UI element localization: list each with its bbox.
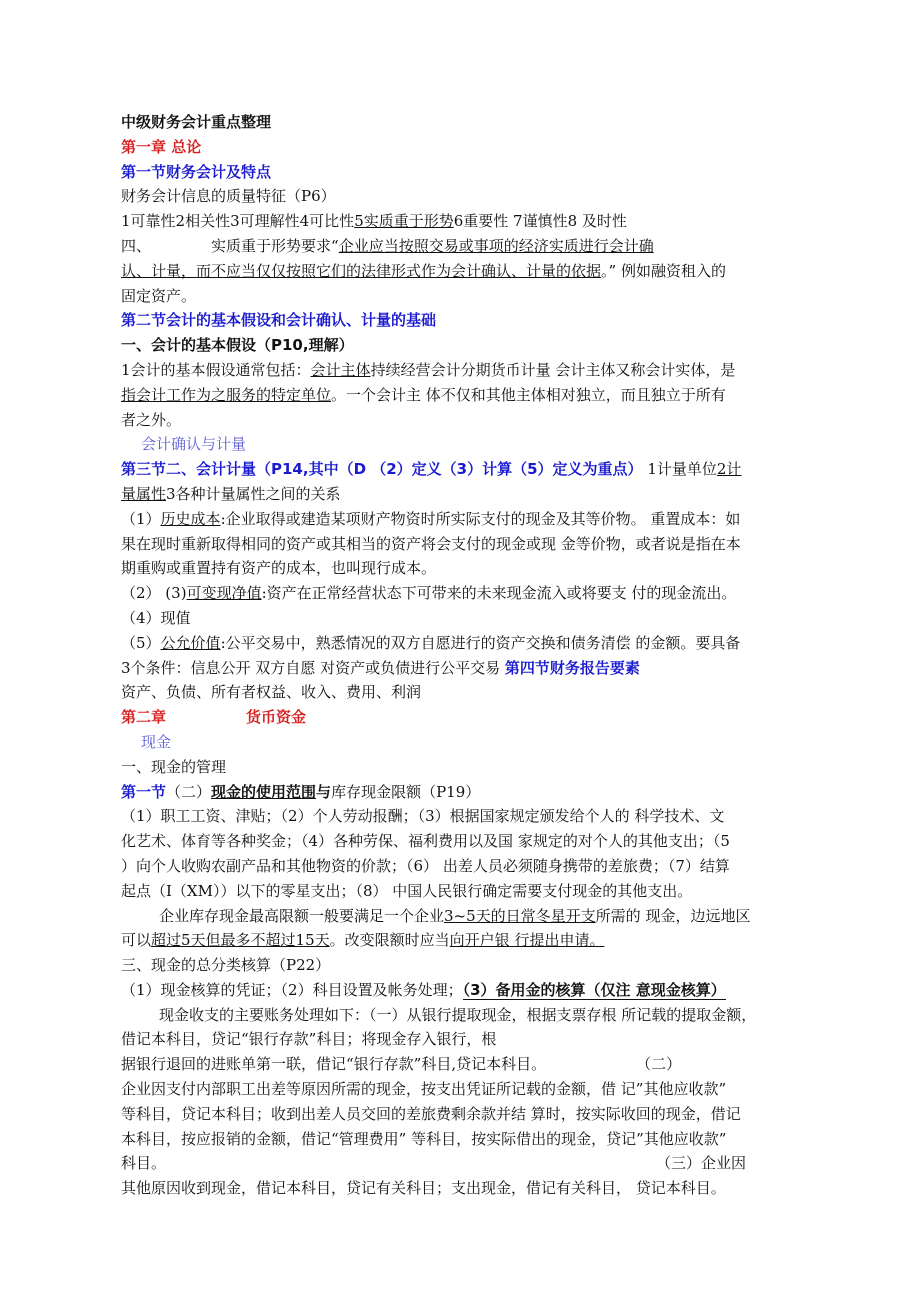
text-line: 1可靠性2相关性3可理解性4可比性5实质重于形势6重要性 7谨慎性8 及时性 [121,212,627,231]
text-line: 本科目，按应报销的金额，借记“管理费用” 等科目，按实际借出的现金，贷记”其他应收款” [121,1129,727,1148]
text-line: 财务会计信息的质量特征（P6） [121,187,336,206]
text-line: 现金收支的主要账务处理如下：（一）从银行提取现金，根据支票存根 所记载的提取金额， [159,1005,757,1024]
subheading-light: 现金 [141,732,172,751]
text-line: 认、计量，而不应当仅仅按照它们的法律形式作为会计确认、计量的依据。” 例如融资租入的 [121,261,726,280]
text-line: 四、 实质重于形势要求“企业应当按照交易或事项的经济实质进行会计确 [121,236,654,255]
text-line: 化艺术、体育等各种奖金；（4）各种劳保、福利费用以及国 家规定的对个人的其他支出；（5 [121,832,730,851]
text-line: 固定资产。 [121,286,197,305]
text-line: 借记本科目，贷记“银行存款”科目；将现金存入银行，根 [121,1030,497,1049]
document-page [121,110,831,1201]
section-1-heading: 第一节财务会计及特点 [121,162,272,181]
chapter-2-heading: 第二章 货币资金 [121,708,307,727]
text-line: 企业库存现金最高限额一般要满足一个企业3~5天的日常冬星开支所需的 现金，边远地区 [159,906,751,925]
text-line: 1会计的基本假设通常包括：会计主体持续经营会计分期货币计量 会计主体又称会计实体，是 [121,360,736,379]
text-line: （1）职工工资、津贴；（2）个人劳动报酬；（3）根据国家规定颁发给个人的 科学技术、文 [121,807,725,826]
text-line: 果在现时重新取得相同的资产或其相当的资产将会支付的现金或现 金等价物，或者说是指在本 [121,534,741,553]
text-line: 科目。 （三）企业因 [121,1154,747,1173]
text-line: （4）现值 [121,608,191,627]
text-line: 其他原因收到现金，借记本科目，贷记有关科目；支出现金，借记有关科目， 贷记本科目。 [121,1179,726,1198]
text-line: 3个条件：信息公开 双方自愿 对资产或负债进行公平交易 第四节财务报告要素 [121,658,640,677]
text-line: 等科目，贷记本科目；收到出差人员交回的差旅费剩余款并结 算时，按实际收回的现金，借记 [121,1104,741,1123]
section-4-heading: 第四节财务报告要素 [504,658,640,677]
text-line: 一、现金的管理 [121,757,227,776]
text-line: （1）历史成本:企业取得或建造某项财产物资时所实际支付的现金及其等价物。 重置成本：如 [121,509,741,528]
subheading-light: 会计确认与计量 [141,435,247,454]
text-line: 企业因支付内部职工出差等原因所需的现金，按支出凭证所记载的金额，借 记”其他应收款” [121,1080,727,1099]
text-line: 指会计工作为之服务的特定单位。一个会计主 体不仅和其他主体相对独立，而且独立于所有 [121,385,726,404]
text-line: ）向个人收购农副产品和其他物资的价款；（6） 出差人员必须随身携带的差旅费；（7）结算 [121,856,730,875]
text-line: 资产、负债、所有者权益、收入、费用、利润 [121,683,422,702]
text-line: 量属性3各种计量属性之间的关系 [121,484,341,503]
chapter-1-heading: 第一章 总论 [121,137,202,156]
section-3-heading: 第三节二、会计计量（P14,其中（D （2）定义（3）计算（5）定义为重点） 1计量单位2计 [121,460,742,479]
document-title: 中级财务会计重点整理 [121,113,272,131]
text-line: （5）公允价值:公平交易中，熟悉情况的双方自愿进行的资产交换和债务清偿 的金额。要具备 [121,633,741,652]
section-2-heading: 第二节会计的基本假设和会计确认、计量的基础 [121,311,437,330]
text-line: （1）现金核算的凭证；（2）科目设置及帐务处理；（3）备用金的核算（仅注 意现金核算） [121,980,726,999]
text-line: 三、现金的总分类核算（P22） [121,956,331,975]
text-line: 期重购或重置持有资产的成本，也叫现行成本。 [121,559,437,578]
text-line: 据银行退回的进账单第一联，借记“银行存款”科目,贷记本科目。 （二） [121,1055,682,1074]
text-line: （2） (3)可变现净值:资产在正常经营状态下可带来的未来现金流入或将要支 付的现金流出。 [121,584,737,603]
text-line: 起点（I（XM））以下的零星支出；（8） 中国人民银行确定需要支付现金的其他支出。 [121,881,693,900]
text-line: 者之外。 [121,410,182,429]
section-heading-cash: 第一节（二）现金的使用范围与库存现金限额（P19） [121,782,481,801]
subheading: 一、会计的基本假设（P10,理解） [121,336,354,355]
text-line: 可以超过5天但最多不超过15天。改变限额时应当向开户银 行提出申请。 [121,931,605,950]
